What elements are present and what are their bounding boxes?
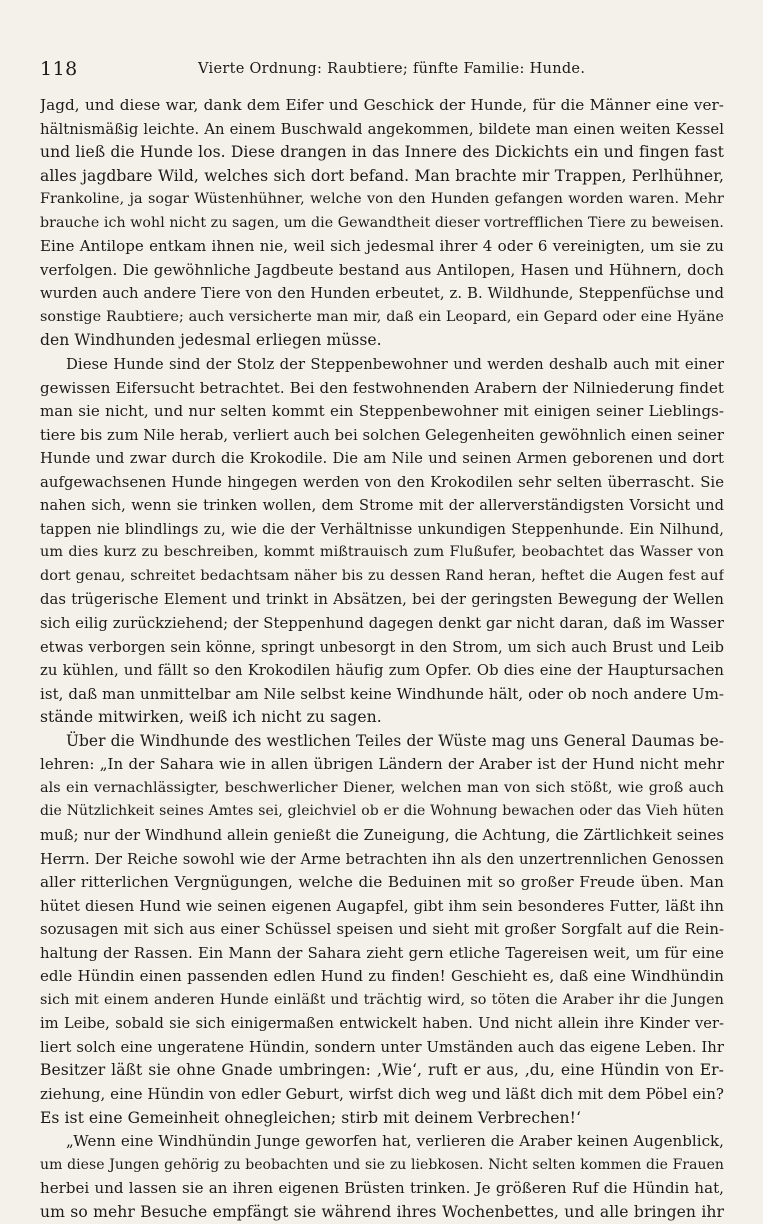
text-line: ist, daß man unmittelbar am Nile selbst keine Windhunde hält, oder ob noch andere Um- [40,684,724,703]
text-line: aufgewachsenen Hunde hingegen werden von den Krokodilen sehr selten überrascht. Sie [40,473,724,491]
text-line: sozusagen mit sich aus einer Schüssel speisen und sieht mit großer Sorgfalt auf die Rein- [40,921,724,939]
text-line: Es ist eine Gemeinheit ohnegleichen; stirb mit deinem Verbrechen!‘ [40,1108,581,1127]
text-line: nahen sich, wenn sie trinken wollen, dem Strome mit der allerverständigsten Vorsicht und [40,497,724,515]
page-header [40,58,723,86]
paragraph-2 [40,353,724,730]
text-line: liert solch eine ungeratene Hündin, sondern unter Umständen auch das eigene Leben. Ihr [40,1038,724,1056]
text-line: im Leibe, sobald sie sich einigermaßen entwickelt haben. Und nicht allein ihre Kinder ver- [40,1015,724,1033]
text-line: Über die Windhunde des westlichen Teiles der Wüste mag uns General Daumas be- [66,731,724,750]
text-line: etwas verborgen sein könne, springt unbesorgt in den Strom, um sich auch Brust und Leib [40,638,724,656]
text-line: Diese Hunde sind der Stolz der Steppenbewohner und werden deshalb auch mit einer [66,356,724,374]
text-line: gewissen Eifersucht betrachtet. Bei den festwohnenden Arabern der Nilniederung findet [40,378,724,397]
running-head: Vierte Ordnung: Raubtiere; fünfte Familie: Hunde. [198,61,586,77]
text-line: um dies kurz zu beschreiben, kommt mißtrauisch zum Flußufer, beobachtet das Wasser von [40,544,724,561]
text-line: Jagd, und diese war, dank dem Eifer und Geschick der Hunde, für die Männer eine ver- [40,96,724,114]
text-line: wurden auch andere Tiere von den Hunden erbeutet, z. B. Wildhunde, Steppenfüchse und [40,285,724,303]
page-number: 118 [40,58,78,80]
text-line: den Windhunden jedesmal erliegen müsse. [40,331,382,350]
text-line: Eine Antilope entkam ihnen nie, weil sich jedesmal ihrer 4 oder 6 vereinigten, um sie zu [40,237,724,256]
text-line: stände mitwirken, weiß ich nicht zu sagen. [40,708,382,727]
text-line: die Nützlichkeit seines Amtes sei, gleichviel ob er die Wohnung bewachen oder das Vieh hüten [40,803,724,820]
text-line: brauche ich wohl nicht zu sagen, um die Gewandtheit dieser vortrefflichen Tiere zu beweisen. [40,214,724,231]
paragraph-3 [40,730,724,1130]
text-line: dort genau, schreitet bedachtsam näher bis zu dessen Rand heran, heftet die Augen fest auf [40,567,724,584]
text-line: herbei und lassen sie an ihren eigenen Brüsten trinken. Je größeren Ruf die Hündin hat, [40,1179,724,1198]
text-line: hütet diesen Hund wie seinen eigenen Augapfel, gibt ihm sein besonderes Futter, läßt ihn [40,897,724,915]
text-line: Herrn. Der Reiche sowohl wie der Arme betrachten ihn als den unzertrennlichen Genossen [40,850,724,868]
paragraph-1 [40,94,724,353]
text-line: sich mit einem anderen Hunde einläßt und trächtig wird, so töten die Araber ihr die Jungen [40,991,724,1008]
text-line: tappen nie blindlings zu, wie die der Verhältnisse unkundigen Steppenhunde. Ein Nilhund, [40,520,724,538]
text-line: tiere bis zum Nile herab, verliert auch bei solchen Gelegenheiten gewöhnlich einen seiner [40,426,724,444]
text-line: Hunde und zwar durch die Krokodile. Die am Nile und seinen Armen geborenen und dort [40,450,724,468]
text-line: muß; nur der Windhund allein genießt die Zuneigung, die Achtung, die Zärtlichkeit seines [40,826,724,844]
text-line: man sie nicht, und nur selten kommt ein Steppenbewohner mit einigen seiner Lieblings- [40,402,724,421]
text-line: aller ritterlichen Vergnügungen, welche die Beduinen mit so großer Freude üben. Man [40,873,724,892]
text-line: sich eilig zurückziehend; der Steppenhund dagegen denkt gar nicht daran, daß im Wasser [40,615,724,633]
text-line: verfolgen. Die gewöhnliche Jagdbeute bestand aus Antilopen, Hasen und Hühnern, doch [40,260,724,279]
text-line: hältnismäßig leichte. An einem Buschwald angekommen, bildete man einen weiten Kessel [40,120,724,138]
text-line: um diese Jungen gehörig zu beobachten und sie zu liebkosen. Nicht selten kommen die Frauen [40,1156,724,1173]
text-line: das trügerische Element und trinkt in Absätzen, bei der geringsten Bewegung der Wellen [40,591,724,609]
text-line: Frankoline, ja sogar Wüstenhühner, welche von den Hunden gefangen worden waren. Mehr [40,191,724,208]
text-line: zu kühlen, und fällt so den Krokodilen häufig zum Opfer. Ob dies eine der Hauptursachen [40,662,724,680]
text-line: „Wenn eine Windhündin Junge geworfen hat, verlieren die Araber keinen Augenblick, [66,1132,724,1151]
text-line: um so mehr Besuche empfängt sie während ihres Wochenbettes, und alle bringen ihr [40,1202,724,1221]
text-line: alles jagdbare Wild, welches sich dort befand. Man brachte mir Trappen, Perlhühner, [40,166,724,185]
text-line: Besitzer läßt sie ohne Gnade umbringen: ‚Wie‘, ruft er aus, ‚du, eine Hündin von Er- [40,1061,724,1080]
text-line: ziehung, eine Hündin von edler Geburt, wirfst dich weg und läßt dich mit dem Pöbel ein? [40,1084,724,1103]
text-line: haltung der Rassen. Ein Mann der Sahara zieht gern etliche Tagereisen weit, um für eine [40,944,724,962]
text-line: und ließ die Hunde los. Diese drangen in das Innere des Dickichts ein und fingen fast [40,143,724,162]
text-line: als ein vernachlässigter, beschwerlicher Diener, welchen man von sich stößt, wie groß auch [40,779,724,796]
text-line: sonstige Raubtiere; auch versicherte man mir, daß ein Leopard, ein Gepard oder eine Hyäne [40,308,724,325]
text-line: edle Hündin einen passenden edlen Hund zu finden! Geschieht es, daß eine Windhündin [40,967,724,986]
paragraph-4 [40,1130,724,1224]
text-line: lehren: „In der Sahara wie in allen übrigen Ländern der Araber ist der Hund nicht mehr [40,755,724,774]
body-text [40,94,724,1224]
